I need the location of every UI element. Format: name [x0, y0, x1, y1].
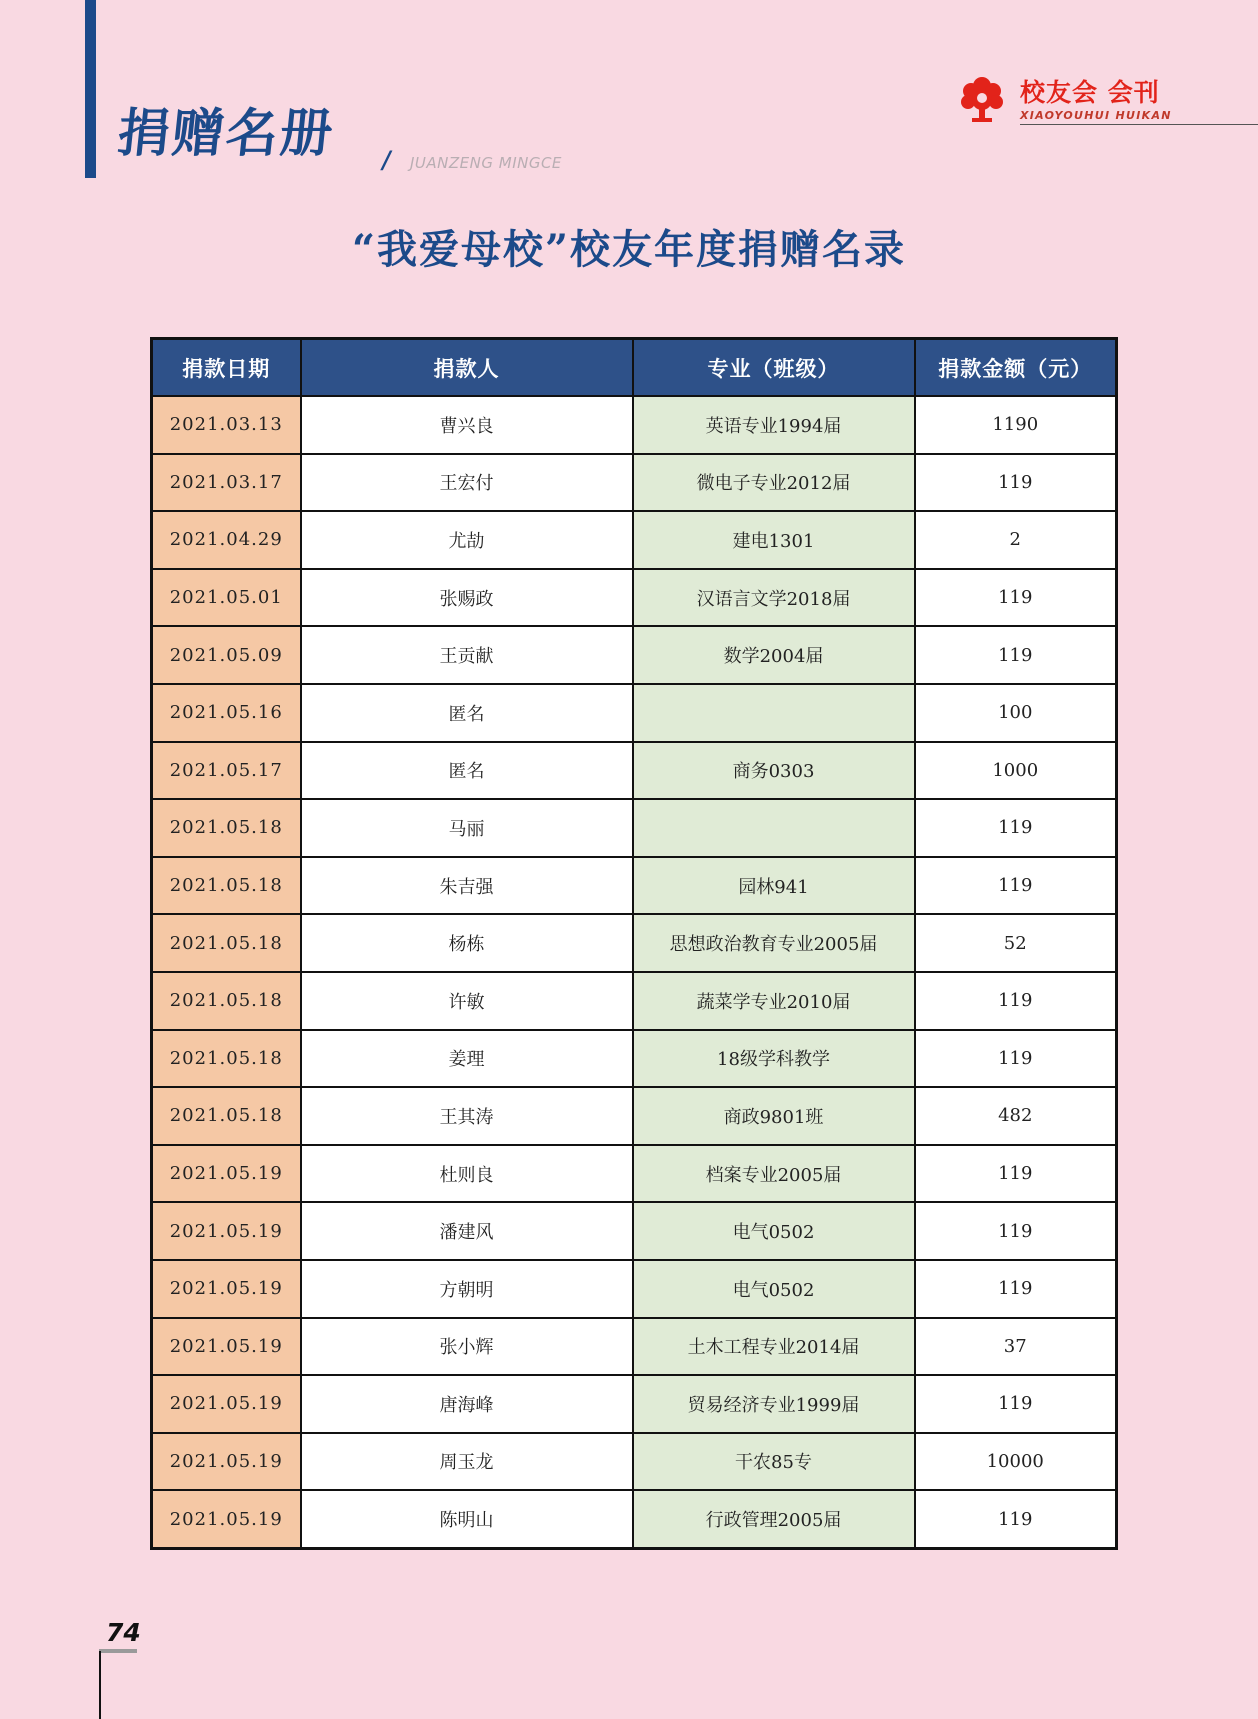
- donation-amount-cell: 2: [915, 511, 1117, 569]
- table-header-row: [152, 339, 1117, 397]
- donor-major-cell: 建电1301: [633, 511, 915, 569]
- donor-name-cell: 王贡献: [301, 626, 633, 684]
- donation-date-cell: 2021.03.17: [152, 454, 301, 512]
- section-slash: /: [379, 146, 394, 174]
- alumni-association-logo-icon: [958, 76, 1006, 124]
- donation-date-cell: 2021.03.13: [152, 396, 301, 454]
- donation-amount-cell: 1190: [915, 396, 1117, 454]
- donor-name-cell: 曹兴良: [301, 396, 633, 454]
- donor-major-cell: 电气0502: [633, 1260, 915, 1318]
- table-row: [152, 914, 1117, 972]
- section-subtitle: JUANZENG MINGCE: [410, 154, 562, 172]
- accent-bar: [85, 0, 96, 178]
- donor-name-cell: 马丽: [301, 799, 633, 857]
- donor-name-cell: 王其涛: [301, 1087, 633, 1145]
- donor-major-cell: 思想政治教育专业2005届: [633, 914, 915, 972]
- donation-date-cell: 2021.05.18: [152, 914, 301, 972]
- donation-amount-cell: 119: [915, 857, 1117, 915]
- donor-name-cell: 唐海峰: [301, 1375, 633, 1433]
- table-row: [152, 1145, 1117, 1203]
- column-header-donor: 捐款人: [301, 339, 633, 397]
- brand-subtitle: XIAOYOUHUI HUIKAN: [1020, 109, 1172, 122]
- donation-date-cell: 2021.05.19: [152, 1433, 301, 1491]
- donor-major-cell: 土木工程专业2014届: [633, 1318, 915, 1376]
- table-row: [152, 1433, 1117, 1491]
- donor-name-cell: 杜则良: [301, 1145, 633, 1203]
- section-title: 捐赠名册: [114, 104, 338, 164]
- donation-amount-cell: 52: [915, 914, 1117, 972]
- page-margin-rule: [99, 1651, 101, 1719]
- donor-name-cell: 王宏付: [301, 454, 633, 512]
- table-row: [152, 972, 1117, 1030]
- table-row: [152, 396, 1117, 454]
- donor-major-cell: 蔬菜学专业2010届: [633, 972, 915, 1030]
- donor-name-cell: 尤劼: [301, 511, 633, 569]
- donation-date-cell: 2021.05.19: [152, 1375, 301, 1433]
- table-row: [152, 511, 1117, 569]
- donor-major-cell: 园林941: [633, 857, 915, 915]
- table-row: [152, 1375, 1117, 1433]
- brand-name: 校友会 会刊: [1020, 78, 1160, 107]
- donation-amount-cell: 100: [915, 684, 1117, 742]
- donor-name-cell: 陈明山: [301, 1490, 633, 1548]
- brand-rule: [1020, 124, 1258, 125]
- page-number-rule: [99, 1649, 137, 1653]
- donor-major-cell: 微电子专业2012届: [633, 454, 915, 512]
- donation-amount-cell: 10000: [915, 1433, 1117, 1491]
- donation-amount-cell: 119: [915, 1260, 1117, 1318]
- donation-date-cell: 2021.05.18: [152, 1030, 301, 1088]
- donor-major-cell: 贸易经济专业1999届: [633, 1375, 915, 1433]
- table-row: [152, 857, 1117, 915]
- donation-amount-cell: 119: [915, 799, 1117, 857]
- donor-name-cell: 周玉龙: [301, 1433, 633, 1491]
- donor-major-cell: 汉语言文学2018届: [633, 569, 915, 627]
- table-row: [152, 684, 1117, 742]
- donor-name-cell: 匿名: [301, 684, 633, 742]
- table-row: [152, 626, 1117, 684]
- donor-name-cell: 方朝明: [301, 1260, 633, 1318]
- donor-major-cell: 商务0303: [633, 742, 915, 800]
- donor-major-cell: 档案专业2005届: [633, 1145, 915, 1203]
- donor-name-cell: 匿名: [301, 742, 633, 800]
- column-header-amount: 捐款金额（元）: [915, 339, 1117, 397]
- donation-date-cell: 2021.05.09: [152, 626, 301, 684]
- donation-amount-cell: 119: [915, 454, 1117, 512]
- donation-date-cell: 2021.05.18: [152, 799, 301, 857]
- donation-amount-cell: 482: [915, 1087, 1117, 1145]
- page-number: 74: [106, 1618, 141, 1647]
- donor-major-cell: 数学2004届: [633, 626, 915, 684]
- donation-amount-cell: 1000: [915, 742, 1117, 800]
- donor-name-cell: 姜理: [301, 1030, 633, 1088]
- table-row: [152, 1202, 1117, 1260]
- donation-date-cell: 2021.05.01: [152, 569, 301, 627]
- donation-date-cell: 2021.04.29: [152, 511, 301, 569]
- donation-amount-cell: 119: [915, 972, 1117, 1030]
- donor-name-cell: 朱吉强: [301, 857, 633, 915]
- donor-name-cell: 杨栋: [301, 914, 633, 972]
- table-row: [152, 1318, 1117, 1376]
- page-title: “我爱母校”校友年度捐赠名录: [351, 226, 906, 273]
- table-row: [152, 799, 1117, 857]
- donor-name-cell: 潘建风: [301, 1202, 633, 1260]
- table-row: [152, 454, 1117, 512]
- donor-major-cell: 商政9801班: [633, 1087, 915, 1145]
- donor-major-cell: 英语专业1994届: [633, 396, 915, 454]
- donation-amount-cell: 119: [915, 569, 1117, 627]
- table-row: [152, 569, 1117, 627]
- column-header-date: 捐款日期: [152, 339, 301, 397]
- table-body: [152, 396, 1117, 1548]
- donation-amount-cell: 119: [915, 1375, 1117, 1433]
- donation-date-cell: 2021.05.18: [152, 972, 301, 1030]
- donor-major-cell: 18级学科教学: [633, 1030, 915, 1088]
- donation-amount-cell: 119: [915, 1145, 1117, 1203]
- donor-major-cell: 电气0502: [633, 1202, 915, 1260]
- donation-amount-cell: 119: [915, 1490, 1117, 1548]
- table-row: [152, 1490, 1117, 1548]
- donation-date-cell: 2021.05.16: [152, 684, 301, 742]
- donation-date-cell: 2021.05.19: [152, 1318, 301, 1376]
- donation-amount-cell: 37: [915, 1318, 1117, 1376]
- donor-major-cell: [633, 684, 915, 742]
- donation-date-cell: 2021.05.19: [152, 1145, 301, 1203]
- column-header-major: 专业（班级）: [633, 339, 915, 397]
- donor-name-cell: 张小辉: [301, 1318, 633, 1376]
- donor-major-cell: 行政管理2005届: [633, 1490, 915, 1548]
- donation-amount-cell: 119: [915, 626, 1117, 684]
- donation-amount-cell: 119: [915, 1030, 1117, 1088]
- donation-date-cell: 2021.05.17: [152, 742, 301, 800]
- donation-date-cell: 2021.05.19: [152, 1260, 301, 1318]
- donation-date-cell: 2021.05.18: [152, 857, 301, 915]
- donation-table: [150, 337, 1118, 1550]
- donor-major-cell: 干农85专: [633, 1433, 915, 1491]
- donor-name-cell: 许敏: [301, 972, 633, 1030]
- table-row: [152, 1087, 1117, 1145]
- donor-major-cell: [633, 799, 915, 857]
- donation-amount-cell: 119: [915, 1202, 1117, 1260]
- donation-date-cell: 2021.05.19: [152, 1202, 301, 1260]
- donor-name-cell: 张赐政: [301, 569, 633, 627]
- table-row: [152, 742, 1117, 800]
- donation-date-cell: 2021.05.18: [152, 1087, 301, 1145]
- donation-date-cell: 2021.05.19: [152, 1490, 301, 1548]
- table-row: [152, 1030, 1117, 1088]
- table-row: [152, 1260, 1117, 1318]
